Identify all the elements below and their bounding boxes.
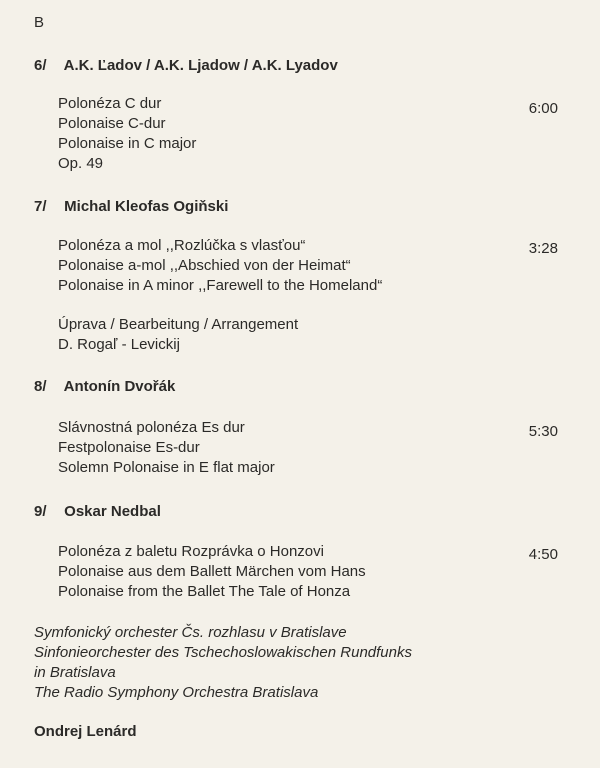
title-line: Polonaise C-dur [58, 115, 166, 132]
track-6-duration: 6:00 [528, 100, 558, 117]
track-7-titles [58, 236, 382, 296]
title-line: Op. 49 [58, 155, 104, 172]
title-line: Festpolonaise Es-dur [58, 439, 200, 456]
title-line: Polonaise a-mol ,,Abschied von der Heimat“ [58, 257, 351, 274]
orchestra-line: in Bratislava [34, 664, 116, 681]
track-6-heading [34, 57, 338, 74]
conductor-name: Ondrej Lenárd [34, 723, 137, 740]
track-6-titles [58, 94, 196, 174]
composer-name: Michal Kleofas Ogiňski [64, 198, 229, 215]
title-line: Solemn Polonaise in E flat major [58, 459, 275, 476]
composer-name: A.K. Ľadov / A.K. Ljadow / A.K. Lyadov [63, 57, 338, 74]
track-number: 7/ [34, 198, 47, 215]
orchestra-credits [34, 623, 412, 703]
side-label: B [34, 14, 45, 31]
track-9-duration: 4:50 [528, 546, 558, 563]
title-line: Polonéza a mol ,,Rozlúčka s vlasťou“ [58, 237, 306, 254]
track-number: 9/ [34, 503, 47, 520]
track-7-duration: 3:28 [528, 240, 558, 257]
title-line: Polonaise in C major [58, 135, 197, 152]
orchestra-line: Sinfonieorchester des Tschechoslowakischen Rundfunks [34, 644, 412, 661]
title-line: Slávnostná polonéza Es dur [58, 419, 245, 436]
title-line: Polonéza z baletu Rozprávka o Honzovi [58, 543, 324, 560]
title-line: Polonaise in A minor ,,Farewell to the Homeland“ [58, 277, 383, 294]
composer-name: Antonín Dvořák [63, 378, 176, 395]
track-7-heading [34, 198, 228, 215]
title-line: Polonéza C dur [58, 95, 162, 112]
track-7-arrangement [58, 315, 298, 355]
track-number: 6/ [34, 57, 47, 74]
track-9-titles [58, 542, 366, 602]
composer-name: Oskar Nedbal [64, 503, 161, 520]
track-9-heading [34, 503, 161, 520]
track-8-heading [34, 378, 175, 395]
title-line: Polonaise from the Ballet The Tale of Honza [58, 583, 351, 600]
orchestra-line: Symfonický orchester Čs. rozhlasu v Bratislave [34, 624, 347, 641]
arrangement-line: D. Rogaľ - Levickij [58, 336, 180, 353]
title-line: Polonaise aus dem Ballett Märchen vom Hans [58, 563, 366, 580]
arrangement-line: Úprava / Bearbeitung / Arrangement [58, 316, 299, 333]
track-8-titles [58, 418, 275, 478]
track-number: 8/ [34, 378, 47, 395]
track-8-duration: 5:30 [528, 423, 558, 440]
orchestra-line: The Radio Symphony Orchestra Bratislava [34, 684, 319, 701]
